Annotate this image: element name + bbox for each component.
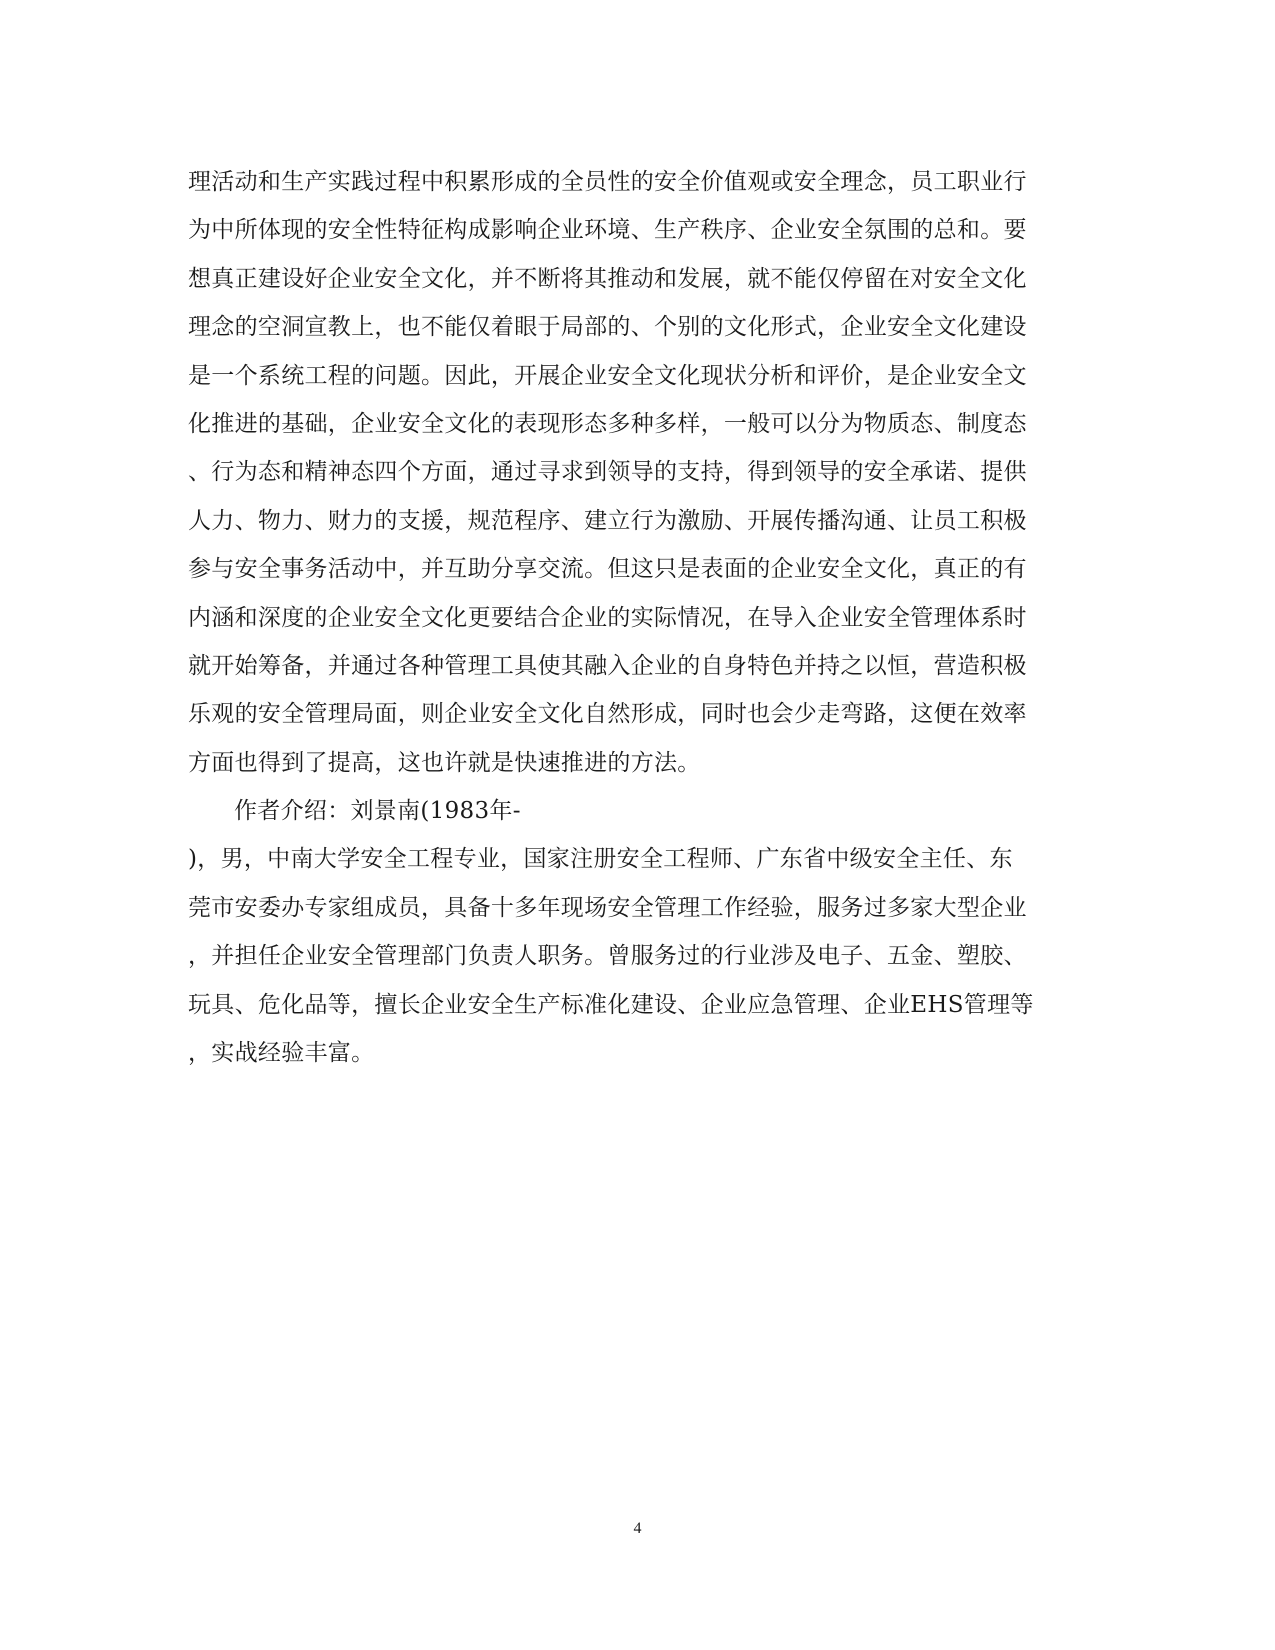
paragraph-line: 乐观的安全管理局面，则企业安全文化自然形成，同时也会少走弯路，这便在效率 — [188, 701, 1027, 728]
paragraph-line: 内涵和深度的企业安全文化更要结合企业的实际情况，在导入企业安全管理体系时 — [188, 604, 1027, 631]
paragraph-line: 理活动和生产实践过程中积累形成的全员性的安全价值观或安全理念，员工职业行 — [188, 169, 1027, 195]
author-intro-line: ，实战经验丰富。 — [188, 1040, 375, 1067]
paragraph-line: 人力、物力、财力的支援，规范程序、建立行为激励、开展传播沟通、让员工积极 — [188, 507, 1027, 534]
paragraph-line: 、行为态和精神态四个方面，通过寻求到领导的支持，得到领导的安全承诺、提供 — [188, 459, 1027, 486]
paragraph-line: 化推进的基础，企业安全文化的表现形态多种多样，一般可以分为物质态、制度态 — [188, 410, 1027, 437]
page-number: 4 — [633, 1520, 642, 1537]
author-intro-line: ，并担任企业安全管理部门负责人职务。曾服务过的行业涉及电子、五金、塑胶、 — [188, 943, 1027, 970]
paragraph-line: 想真正建设好企业安全文化，并不断将其推动和发展，就不能仅停留在对安全文化 — [188, 265, 1027, 292]
author-intro-line: )，男，中南大学安全工程专业，国家注册安全工程师、广东省中级安全主任、东 — [188, 846, 1013, 873]
paragraph-line: 是一个系统工程的问题。因此，开展企业安全文化现状分析和评价，是企业安全文 — [188, 362, 1027, 389]
paragraph-line: 就开始筹备，并通过各种管理工具使其融入企业的自身特色并持之以恒，营造积极 — [188, 652, 1027, 679]
paragraph-line: 方面也得到了提高，这也许就是快速推进的方法。 — [188, 749, 701, 776]
paragraph-line: 参与安全事务活动中，并互助分享交流。但这只是表面的企业安全文化，真正的有 — [188, 556, 1027, 583]
author-intro-heading: 作者介绍：刘景南(1983年- — [234, 798, 521, 825]
author-intro-line: 莞市安委办专家组成员，具备十多年现场安全管理工作经验，服务过多家大型企业 — [188, 894, 1027, 921]
paragraph-line: 理念的空洞宣教上，也不能仅着眼于局部的、个别的文化形式，企业安全文化建设 — [188, 314, 1027, 341]
paragraph-line: 为中所体现的安全性特征构成影响企业环境、生产秩序、企业安全氛围的总和。要 — [188, 217, 1027, 244]
author-intro-line: 玩具、危化品等，擅长企业安全生产标准化建设、企业应急管理、企业EHS管理等 — [188, 991, 1034, 1018]
body-text — [188, 158, 1088, 1077]
